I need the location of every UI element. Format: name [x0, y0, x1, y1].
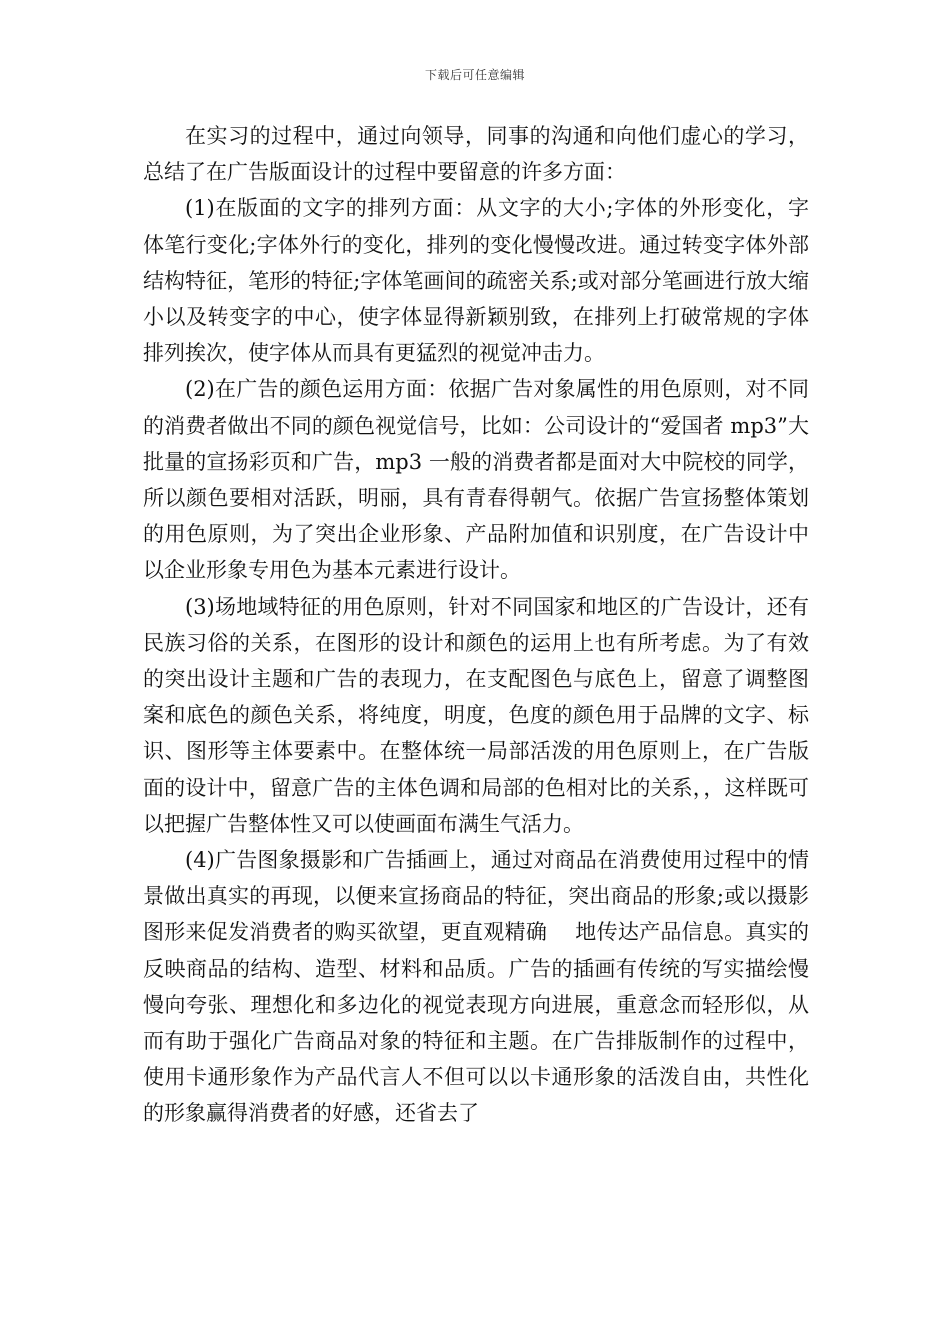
document-body [143, 118, 809, 1132]
header-note: 下载后可任意编辑 [424, 68, 525, 82]
paragraph-regional-color: (3)场地域特征的用色原则，针对不同国家和地区的广告设计，还有民族习俗的关系，在图形的设计和颜色的运用上也有所考虑。为了有效的突出设计主题和广告的表现力，在支配图色与底色上，留意了调整图案和底色的颜色关系，将纯度，明度，色度的颜色用于品牌的文字、标识、图形等主体要素中。在整体统一局部活泼的用色原则上，在广告版面的设计中，留意广告的主体色调和局部的色相对比的关系，，这样既可以把握广告整体性又可以使画面布满生气活力。 [143, 594, 809, 836]
paragraph-intro: 在实习的过程中，通过向领导，同事的沟通和向他们虚心的学习，总结了在广告版面设计的过程中要留意的许多方面： [143, 124, 809, 185]
paragraph-color-usage: (2)在广告的颜色运用方面：依据广告对象属性的用色原则，对不同的消费者做出不同的颜色视觉信号，比如：公司设计的“爱国者 mp3”大批量的宣扬彩页和广告，mp3 一般的消费者都是面对大中院校的同学，所以颜色要相对活跃，明丽，具有青春得朝气。依据广告宣扬整体策划的用色原则，为了突出企业形象、产品附加值和识别度，在广告设计中以企业形象专用色为基本元素进行设计。 [143, 377, 809, 583]
paragraph-text-layout: (1)在版面的文字的排列方面：从文字的大小;字体的外形变化，字体笔行变化;字体外行的变化，排列的变化慢慢改进。通过转变字体外部结构特征，笔形的特征;字体笔画间的疏密关系;或对部分笔画进行放大缩小以及转变字的中心，使字体显得新颖别致，在排列上打破常规的字体排列挨次，使字体从而具有更猛烈的视觉冲击力。 [143, 196, 809, 366]
paragraph-photography-illustration: (4)广告图象摄影和广告插画上，通过对商品在消费使用过程中的情景做出真实的再现，以便来宣扬商品的特征，突出商品的形象;或以摄影图形来促发消费者的购买欲望，更直观精确 地传达产品信息。真实的反映商品的结构、造型、材料和品质。广告的插画有传统的写实描绘慢慢向夸张、理想化和多边化的视觉表现方向进展，重意念而轻形似，从而有助于强化广告商品对象的特征和主题。在广告排版制作的过程中，使用卡通形象作为产品代言人不但可以以卡通形象的活泼自由，共性化的形象赢得消费者的好感，还省去了 [143, 848, 809, 1126]
